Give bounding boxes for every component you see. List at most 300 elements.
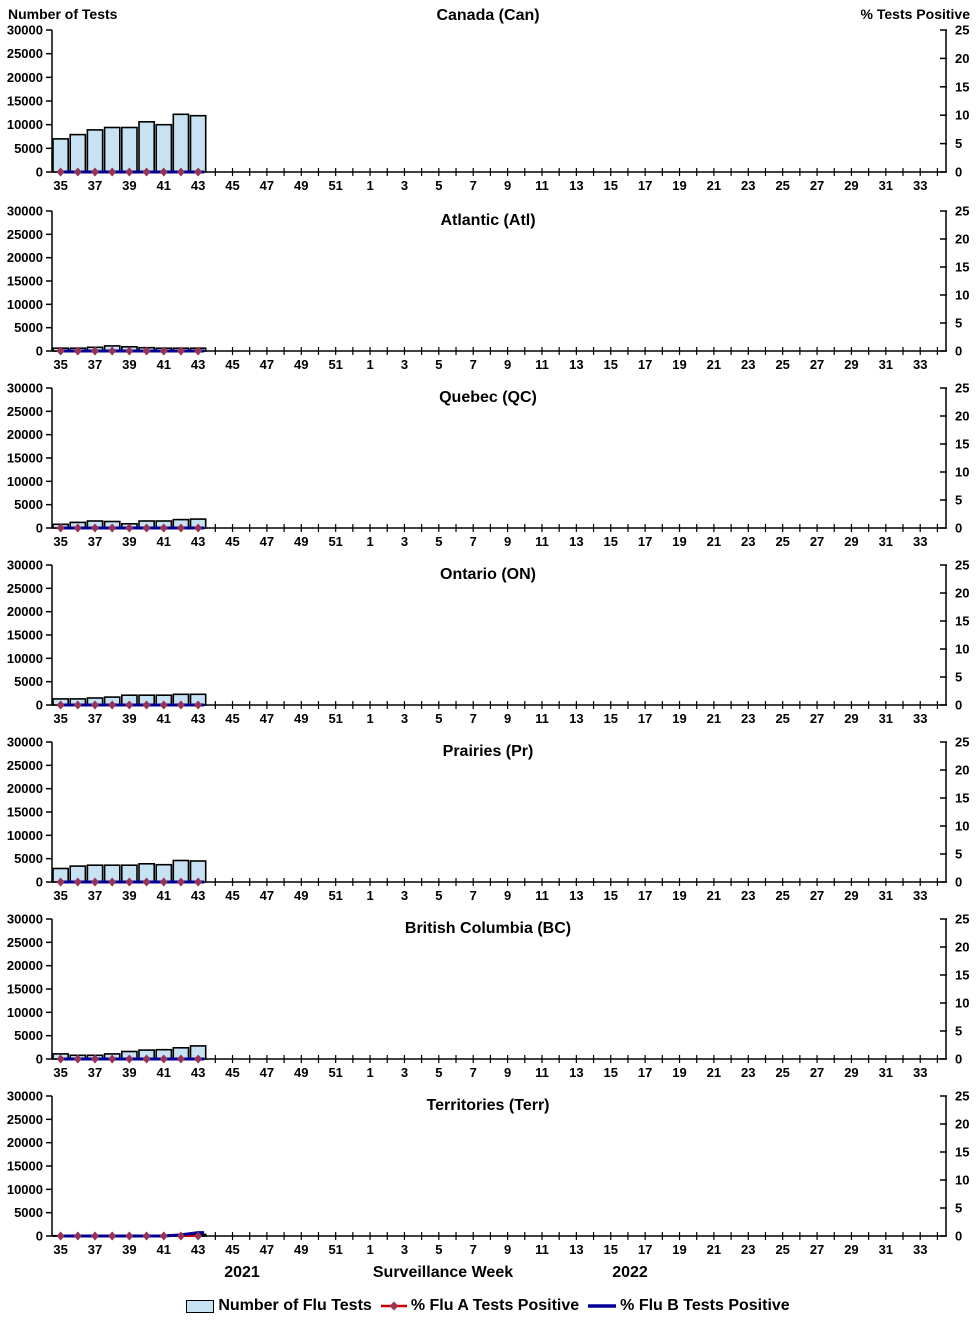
bar-week-42 bbox=[173, 114, 188, 172]
x-tick-label: 3 bbox=[400, 1065, 409, 1080]
y-right-tick-label: 10 bbox=[955, 107, 970, 123]
x-tick-label: 21 bbox=[706, 178, 722, 193]
x-tick-label: 33 bbox=[912, 888, 928, 903]
x-tick-label: 13 bbox=[569, 534, 584, 549]
x-tick-label: 39 bbox=[122, 534, 137, 549]
x-tick-label: 9 bbox=[503, 711, 512, 726]
x-tick-label: 11 bbox=[535, 1242, 549, 1257]
x-tick-label: 47 bbox=[259, 357, 275, 372]
x-tick-label: 41 bbox=[156, 1065, 171, 1080]
x-tick-label: 49 bbox=[294, 1065, 309, 1080]
x-tick-label: 37 bbox=[87, 888, 103, 903]
x-tick-label: 15 bbox=[603, 357, 618, 372]
x-tick-label: 33 bbox=[912, 1065, 928, 1080]
y-right-tick-label: 5 bbox=[955, 1023, 963, 1039]
x-tick-label: 49 bbox=[294, 1242, 309, 1257]
chart-panel-canada-can bbox=[0, 0, 976, 200]
x-tick-label: 49 bbox=[294, 534, 309, 549]
chart-panel-territories-terr bbox=[0, 1085, 976, 1262]
x-tick-label: 41 bbox=[156, 711, 171, 726]
x-tick-label: 51 bbox=[328, 1242, 343, 1257]
x-tick-label: 49 bbox=[294, 711, 309, 726]
y-right-tick-label: 10 bbox=[955, 1172, 970, 1188]
x-tick-label: 41 bbox=[156, 357, 171, 372]
x-tick-label: 45 bbox=[225, 534, 240, 549]
y-right-tick-label: 20 bbox=[955, 585, 970, 601]
panel-title: Ontario (ON) bbox=[440, 566, 536, 583]
legend-label: Number of Flu Tests bbox=[218, 1297, 372, 1314]
x-tick-label: 33 bbox=[912, 178, 928, 193]
y-left-tick-label: 0 bbox=[35, 1051, 43, 1067]
x-tick-label: 23 bbox=[741, 534, 756, 549]
x-tick-label: 3 bbox=[400, 178, 409, 193]
x-tick-label: 13 bbox=[569, 711, 584, 726]
y-left-tick-label: 5000 bbox=[14, 497, 43, 513]
bar-swatch-icon bbox=[186, 1300, 214, 1313]
x-tick-label: 41 bbox=[156, 534, 171, 549]
y-right-tick-label: 15 bbox=[955, 79, 970, 95]
x-tick-label: 17 bbox=[637, 357, 653, 372]
x-tick-label: 31 bbox=[878, 178, 894, 193]
x-tick-label: 33 bbox=[912, 711, 928, 726]
y-right-tick-label: 25 bbox=[955, 380, 970, 396]
x-tick-label: 3 bbox=[400, 711, 409, 726]
y-right-tick-label: 5 bbox=[955, 492, 963, 508]
y-left-tick-label: 5000 bbox=[14, 320, 43, 336]
x-tick-label: 35 bbox=[53, 888, 68, 903]
y-right-tick-label: 20 bbox=[955, 1116, 970, 1132]
x-tick-label: 51 bbox=[328, 1065, 343, 1080]
y-left-tick-label: 30000 bbox=[6, 1088, 43, 1104]
legend-item-number-of-flu-tests bbox=[186, 1297, 372, 1315]
x-tick-label: 11 bbox=[535, 1065, 549, 1080]
y-right-tick-label: 25 bbox=[955, 734, 970, 750]
y-left-tick-label: 10000 bbox=[6, 296, 43, 312]
x-tick-label: 49 bbox=[294, 178, 309, 193]
x-tick-label: 27 bbox=[809, 888, 825, 903]
flu-a-marker-week-39 bbox=[125, 1232, 133, 1241]
y-left-tick-label: 0 bbox=[35, 343, 43, 359]
y-left-tick-label: 20000 bbox=[6, 781, 43, 797]
y-right-tick-label: 5 bbox=[955, 1200, 963, 1216]
x-tick-label: 21 bbox=[706, 357, 722, 372]
x-tick-label: 19 bbox=[672, 357, 687, 372]
x-tick-label: 5 bbox=[435, 534, 443, 549]
y-left-tick-label: 0 bbox=[35, 697, 43, 713]
x-tick-label: 37 bbox=[87, 534, 103, 549]
flu-a-marker-week-36 bbox=[74, 1232, 82, 1241]
x-tick-label: 49 bbox=[294, 357, 309, 372]
y-left-tick-label: 5000 bbox=[14, 674, 43, 690]
y-right-tick-label: 5 bbox=[955, 315, 963, 331]
x-tick-label: 31 bbox=[878, 1242, 894, 1257]
y-left-tick-label: 5000 bbox=[14, 851, 43, 867]
bar-week-38 bbox=[105, 128, 120, 173]
x-tick-label: 1 bbox=[366, 711, 374, 726]
x-tick-label: 47 bbox=[259, 1242, 275, 1257]
x-tick-label: 33 bbox=[912, 357, 928, 372]
flu-b-line-icon bbox=[588, 1300, 616, 1312]
x-tick-label: 19 bbox=[672, 1065, 687, 1080]
y-right-tick-label: 5 bbox=[955, 669, 963, 685]
x-tick-label: 25 bbox=[775, 534, 790, 549]
x-tick-label: 5 bbox=[435, 357, 443, 372]
y-left-tick-label: 30000 bbox=[6, 22, 43, 38]
x-tick-label: 21 bbox=[706, 888, 722, 903]
x-tick-label: 29 bbox=[844, 888, 859, 903]
x-tick-label: 49 bbox=[294, 888, 309, 903]
x-tick-label: 51 bbox=[328, 711, 343, 726]
x-tick-label: 17 bbox=[637, 1242, 653, 1257]
x-tick-label: 9 bbox=[503, 1242, 512, 1257]
bar-week-36 bbox=[70, 135, 85, 172]
legend-item-flu-b bbox=[588, 1297, 790, 1315]
x-tick-label: 9 bbox=[503, 1065, 512, 1080]
y-left-tick-label: 10000 bbox=[6, 1004, 43, 1020]
x-tick-label: 25 bbox=[775, 178, 790, 193]
y-right-tick-label: 15 bbox=[955, 790, 970, 806]
left-axis-header: Number of Tests bbox=[8, 6, 118, 22]
panel-title: Territories (Terr) bbox=[426, 1097, 550, 1114]
x-tick-label: 43 bbox=[190, 1242, 206, 1257]
x-tick-label: 19 bbox=[672, 178, 687, 193]
x-tick-label: 15 bbox=[603, 534, 618, 549]
y-left-tick-label: 15000 bbox=[6, 627, 43, 643]
chart-panel-british-columbia-bc bbox=[0, 908, 976, 1085]
bar-week-39 bbox=[122, 128, 137, 173]
x-tick-label: 47 bbox=[259, 888, 275, 903]
x-tick-label: 29 bbox=[844, 1242, 859, 1257]
x-tick-label: 21 bbox=[706, 1065, 722, 1080]
x-tick-label: 1 bbox=[366, 534, 374, 549]
y-right-tick-label: 20 bbox=[955, 408, 970, 424]
y-right-tick-label: 20 bbox=[955, 231, 970, 247]
x-tick-label: 31 bbox=[878, 888, 894, 903]
x-tick-label: 35 bbox=[53, 1065, 68, 1080]
x-tick-label: 15 bbox=[603, 888, 618, 903]
bar-week-41 bbox=[156, 125, 171, 172]
y-right-tick-label: 15 bbox=[955, 259, 970, 275]
legend-label: % Flu A Tests Positive bbox=[410, 1297, 580, 1314]
y-left-tick-label: 15000 bbox=[6, 93, 43, 109]
y-right-tick-label: 15 bbox=[955, 1144, 970, 1160]
year-label-2022: 2022 bbox=[612, 1264, 648, 1281]
x-tick-label: 33 bbox=[912, 534, 928, 549]
x-tick-label: 27 bbox=[809, 1065, 825, 1080]
x-tick-label: 43 bbox=[190, 178, 206, 193]
y-left-tick-label: 15000 bbox=[6, 1158, 43, 1174]
x-tick-label: 13 bbox=[569, 357, 584, 372]
x-tick-label: 45 bbox=[225, 711, 240, 726]
x-tick-label: 29 bbox=[844, 711, 859, 726]
x-tick-label: 27 bbox=[809, 1242, 825, 1257]
x-tick-label: 45 bbox=[225, 1065, 240, 1080]
x-tick-label: 39 bbox=[122, 1242, 137, 1257]
x-tick-label: 33 bbox=[912, 1242, 928, 1257]
y-left-tick-label: 25000 bbox=[6, 757, 43, 773]
x-tick-label: 29 bbox=[844, 357, 859, 372]
y-right-tick-label: 0 bbox=[955, 874, 963, 890]
flu-a-line-diamond-icon bbox=[381, 1300, 407, 1312]
x-tick-label: 13 bbox=[569, 178, 584, 193]
x-tick-label: 1 bbox=[366, 1242, 374, 1257]
chart-panel-quebec-qc bbox=[0, 377, 976, 554]
x-tick-label: 5 bbox=[435, 711, 443, 726]
x-tick-label: 1 bbox=[366, 357, 374, 372]
x-tick-label: 43 bbox=[190, 534, 206, 549]
y-left-tick-label: 5000 bbox=[14, 1205, 43, 1221]
x-tick-label: 7 bbox=[469, 711, 477, 726]
x-tick-label: 1 bbox=[366, 178, 374, 193]
panel-title: British Columbia (BC) bbox=[404, 920, 572, 937]
y-right-tick-label: 25 bbox=[955, 22, 970, 38]
x-tick-label: 43 bbox=[190, 1065, 206, 1080]
y-left-tick-label: 30000 bbox=[6, 203, 43, 219]
x-tick-label: 29 bbox=[844, 534, 859, 549]
y-right-tick-label: 25 bbox=[955, 911, 970, 927]
flu-a-marker-week-37 bbox=[91, 1232, 99, 1241]
x-tick-label: 41 bbox=[156, 888, 171, 903]
flu-a-marker-week-35 bbox=[57, 1232, 65, 1241]
y-right-tick-label: 0 bbox=[955, 520, 963, 536]
y-left-tick-label: 10000 bbox=[6, 827, 43, 843]
x-tick-label: 45 bbox=[225, 178, 240, 193]
y-left-tick-label: 25000 bbox=[6, 1111, 43, 1127]
y-left-tick-label: 20000 bbox=[6, 1135, 43, 1151]
x-tick-label: 35 bbox=[53, 711, 68, 726]
legend-item-flu-a bbox=[381, 1297, 579, 1315]
x-tick-label: 5 bbox=[435, 178, 443, 193]
x-tick-label: 25 bbox=[775, 711, 790, 726]
bar-week-35 bbox=[53, 139, 68, 172]
y-left-tick-label: 0 bbox=[35, 874, 43, 890]
x-tick-label: 27 bbox=[809, 178, 825, 193]
y-left-tick-label: 30000 bbox=[6, 557, 43, 573]
bar-week-43 bbox=[191, 116, 206, 172]
x-tick-label: 51 bbox=[328, 357, 343, 372]
y-right-tick-label: 20 bbox=[955, 50, 970, 66]
x-tick-label: 9 bbox=[503, 178, 512, 193]
x-tick-label: 23 bbox=[741, 888, 756, 903]
x-tick-label: 35 bbox=[53, 1242, 68, 1257]
x-tick-label: 25 bbox=[775, 1065, 790, 1080]
y-right-tick-label: 10 bbox=[955, 995, 970, 1011]
y-left-tick-label: 15000 bbox=[6, 804, 43, 820]
x-tick-label: 27 bbox=[809, 357, 825, 372]
y-left-tick-label: 15000 bbox=[6, 981, 43, 997]
x-tick-label: 35 bbox=[53, 534, 68, 549]
x-tick-label: 7 bbox=[469, 888, 477, 903]
x-tick-label: 23 bbox=[741, 711, 756, 726]
x-tick-label: 11 bbox=[535, 711, 549, 726]
x-tick-label: 47 bbox=[259, 1065, 275, 1080]
x-tick-label: 29 bbox=[844, 1065, 859, 1080]
x-tick-label: 39 bbox=[122, 357, 137, 372]
x-tick-label: 31 bbox=[878, 357, 894, 372]
y-left-tick-label: 10000 bbox=[6, 1181, 43, 1197]
x-tick-label: 35 bbox=[53, 357, 68, 372]
x-tick-label: 45 bbox=[225, 357, 240, 372]
y-right-tick-label: 20 bbox=[955, 939, 970, 955]
chart-panel-ontario-on bbox=[0, 554, 976, 731]
y-left-tick-label: 5000 bbox=[14, 140, 43, 156]
y-left-tick-label: 30000 bbox=[6, 380, 43, 396]
y-left-tick-label: 30000 bbox=[6, 734, 43, 750]
x-tick-label: 13 bbox=[569, 1065, 584, 1080]
y-left-tick-label: 10000 bbox=[6, 117, 43, 133]
x-tick-label: 19 bbox=[672, 888, 687, 903]
x-tick-label: 23 bbox=[741, 357, 756, 372]
x-tick-label: 5 bbox=[435, 1242, 443, 1257]
footer bbox=[0, 1262, 976, 1332]
x-tick-label: 45 bbox=[225, 1242, 240, 1257]
x-tick-label: 17 bbox=[637, 711, 653, 726]
bar-week-37 bbox=[87, 130, 102, 172]
x-tick-label: 45 bbox=[225, 888, 240, 903]
x-tick-label: 3 bbox=[400, 534, 409, 549]
x-tick-label: 17 bbox=[637, 1065, 653, 1080]
x-tick-label: 3 bbox=[400, 1242, 409, 1257]
x-tick-label: 27 bbox=[809, 711, 825, 726]
x-tick-label: 7 bbox=[469, 1065, 477, 1080]
y-right-tick-label: 0 bbox=[955, 1228, 963, 1244]
y-left-tick-label: 25000 bbox=[6, 46, 43, 62]
flu-a-marker-week-40 bbox=[143, 1232, 151, 1241]
x-tick-label: 7 bbox=[469, 534, 477, 549]
x-tick-label: 7 bbox=[469, 178, 477, 193]
chart-panel-prairies-pr bbox=[0, 731, 976, 908]
y-left-tick-label: 25000 bbox=[6, 580, 43, 596]
legend bbox=[0, 1297, 976, 1315]
y-left-tick-label: 0 bbox=[35, 164, 43, 180]
y-left-tick-label: 10000 bbox=[6, 473, 43, 489]
x-tick-label: 13 bbox=[569, 888, 584, 903]
y-right-tick-label: 10 bbox=[955, 464, 970, 480]
x-tick-label: 13 bbox=[569, 1242, 584, 1257]
x-tick-label: 39 bbox=[122, 178, 137, 193]
y-left-tick-label: 0 bbox=[35, 1228, 43, 1244]
y-right-tick-label: 15 bbox=[955, 613, 970, 629]
y-left-tick-label: 20000 bbox=[6, 958, 43, 974]
y-right-tick-label: 20 bbox=[955, 762, 970, 778]
x-tick-label: 11 bbox=[535, 357, 549, 372]
x-tick-label: 9 bbox=[503, 888, 512, 903]
x-tick-label: 15 bbox=[603, 711, 618, 726]
y-left-tick-label: 0 bbox=[35, 520, 43, 536]
flu-a-marker-week-38 bbox=[108, 1232, 116, 1241]
x-tick-label: 21 bbox=[706, 1242, 722, 1257]
x-tick-label: 15 bbox=[603, 178, 618, 193]
x-tick-label: 11 bbox=[535, 178, 549, 193]
x-tick-label: 31 bbox=[878, 711, 894, 726]
x-tick-label: 17 bbox=[637, 178, 653, 193]
x-tick-label: 25 bbox=[775, 888, 790, 903]
y-right-tick-label: 15 bbox=[955, 436, 970, 452]
y-right-tick-label: 25 bbox=[955, 557, 970, 573]
x-tick-label: 1 bbox=[366, 1065, 374, 1080]
x-tick-label: 23 bbox=[741, 178, 756, 193]
flu-a-marker-week-41 bbox=[160, 1232, 168, 1241]
x-tick-label: 27 bbox=[809, 534, 825, 549]
year-label-2021: 2021 bbox=[224, 1264, 260, 1281]
x-axis-title: Surveillance Week bbox=[372, 1264, 514, 1281]
x-tick-label: 51 bbox=[328, 888, 343, 903]
x-tick-label: 39 bbox=[122, 888, 137, 903]
x-tick-label: 17 bbox=[637, 888, 653, 903]
x-tick-label: 51 bbox=[328, 534, 343, 549]
x-tick-label: 23 bbox=[741, 1065, 756, 1080]
y-left-tick-label: 30000 bbox=[6, 911, 43, 927]
x-tick-label: 35 bbox=[53, 178, 68, 193]
x-tick-label: 47 bbox=[259, 178, 275, 193]
x-tick-label: 25 bbox=[775, 357, 790, 372]
x-tick-label: 9 bbox=[503, 534, 512, 549]
x-tick-label: 21 bbox=[706, 534, 722, 549]
panel-title: Prairies (Pr) bbox=[442, 743, 534, 760]
x-tick-label: 39 bbox=[122, 711, 137, 726]
x-tick-label: 21 bbox=[706, 711, 722, 726]
x-tick-label: 7 bbox=[469, 357, 477, 372]
x-tick-label: 41 bbox=[156, 178, 171, 193]
y-right-tick-label: 15 bbox=[955, 967, 970, 983]
y-left-tick-label: 10000 bbox=[6, 650, 43, 666]
x-tick-label: 1 bbox=[366, 888, 374, 903]
x-tick-label: 47 bbox=[259, 711, 275, 726]
y-right-tick-label: 0 bbox=[955, 343, 963, 359]
x-tick-label: 11 bbox=[535, 888, 549, 903]
y-left-tick-label: 25000 bbox=[6, 226, 43, 242]
x-tick-label: 47 bbox=[259, 534, 275, 549]
x-tick-label: 43 bbox=[190, 357, 206, 372]
x-tick-label: 9 bbox=[503, 357, 512, 372]
x-tick-label: 25 bbox=[775, 1242, 790, 1257]
y-left-tick-label: 15000 bbox=[6, 450, 43, 466]
x-tick-label: 17 bbox=[637, 534, 653, 549]
panel-title: Atlantic (Atl) bbox=[440, 212, 536, 229]
bar-week-40 bbox=[139, 122, 154, 172]
y-left-tick-label: 15000 bbox=[6, 273, 43, 289]
y-left-tick-label: 20000 bbox=[6, 250, 43, 266]
y-left-tick-label: 25000 bbox=[6, 403, 43, 419]
x-tick-label: 31 bbox=[878, 1065, 894, 1080]
x-tick-label: 5 bbox=[435, 888, 443, 903]
flu-a-marker-week-42 bbox=[177, 1232, 185, 1241]
y-left-tick-label: 5000 bbox=[14, 1028, 43, 1044]
x-tick-label: 11 bbox=[535, 534, 549, 549]
y-right-tick-label: 10 bbox=[955, 818, 970, 834]
x-tick-label: 31 bbox=[878, 534, 894, 549]
x-tick-label: 3 bbox=[400, 888, 409, 903]
x-tick-label: 3 bbox=[400, 357, 409, 372]
y-right-tick-label: 0 bbox=[955, 697, 963, 713]
x-tick-label: 19 bbox=[672, 1242, 687, 1257]
y-left-tick-label: 25000 bbox=[6, 934, 43, 950]
panel-title: Quebec (QC) bbox=[439, 389, 537, 406]
y-left-tick-label: 20000 bbox=[6, 427, 43, 443]
right-axis-header: % Tests Positive bbox=[860, 6, 970, 22]
x-tick-label: 37 bbox=[87, 1065, 103, 1080]
x-tick-label: 39 bbox=[122, 1065, 137, 1080]
x-tick-label: 37 bbox=[87, 178, 103, 193]
y-right-tick-label: 10 bbox=[955, 641, 970, 657]
x-tick-label: 37 bbox=[87, 1242, 103, 1257]
y-left-tick-label: 20000 bbox=[6, 69, 43, 85]
y-right-tick-label: 25 bbox=[955, 1088, 970, 1104]
y-right-tick-label: 5 bbox=[955, 846, 963, 862]
x-tick-label: 15 bbox=[603, 1242, 618, 1257]
x-tick-label: 23 bbox=[741, 1242, 756, 1257]
x-tick-label: 5 bbox=[435, 1065, 443, 1080]
